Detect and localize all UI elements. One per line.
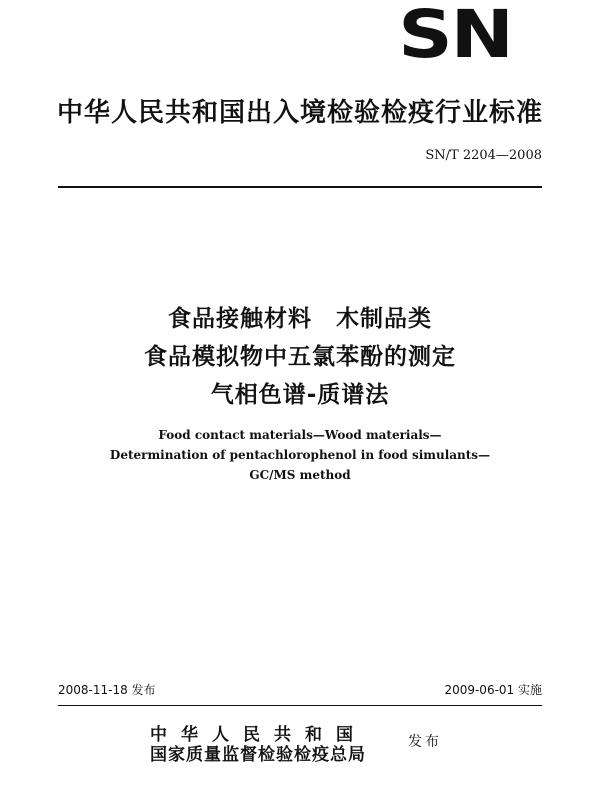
- issue-date: 2008-11-18 发布: [58, 683, 156, 697]
- bottom-rule: [58, 705, 542, 706]
- implement-date: 2009-06-01 实施: [444, 683, 542, 697]
- title-zh-line-1: 食品接触材料 木制品类: [168, 306, 432, 332]
- issue-label: 发布: [408, 734, 442, 750]
- issuer-line-2: 国家质量监督检验检疫总局: [150, 745, 366, 765]
- title-en-line-3: GC/MS method: [249, 468, 351, 482]
- header-title: 中华人民共和国出入境检验检疫行业标准: [56, 98, 543, 128]
- sn-logo: SN: [398, 0, 512, 73]
- top-rule: [58, 186, 542, 188]
- title-en-line-2: Determination of pentachlorophenol in food simulants—: [109, 448, 491, 462]
- title-zh-line-2: 食品模拟物中五氯苯酚的测定: [144, 344, 456, 370]
- issuer-line-1: 中华人民共和国: [150, 725, 367, 745]
- title-zh-line-3: 气相色谱-质谱法: [210, 382, 390, 408]
- standard-code: SN/T 2204—2008: [425, 148, 542, 163]
- title-en-line-1: Food contact materials—Wood materials—: [158, 428, 442, 442]
